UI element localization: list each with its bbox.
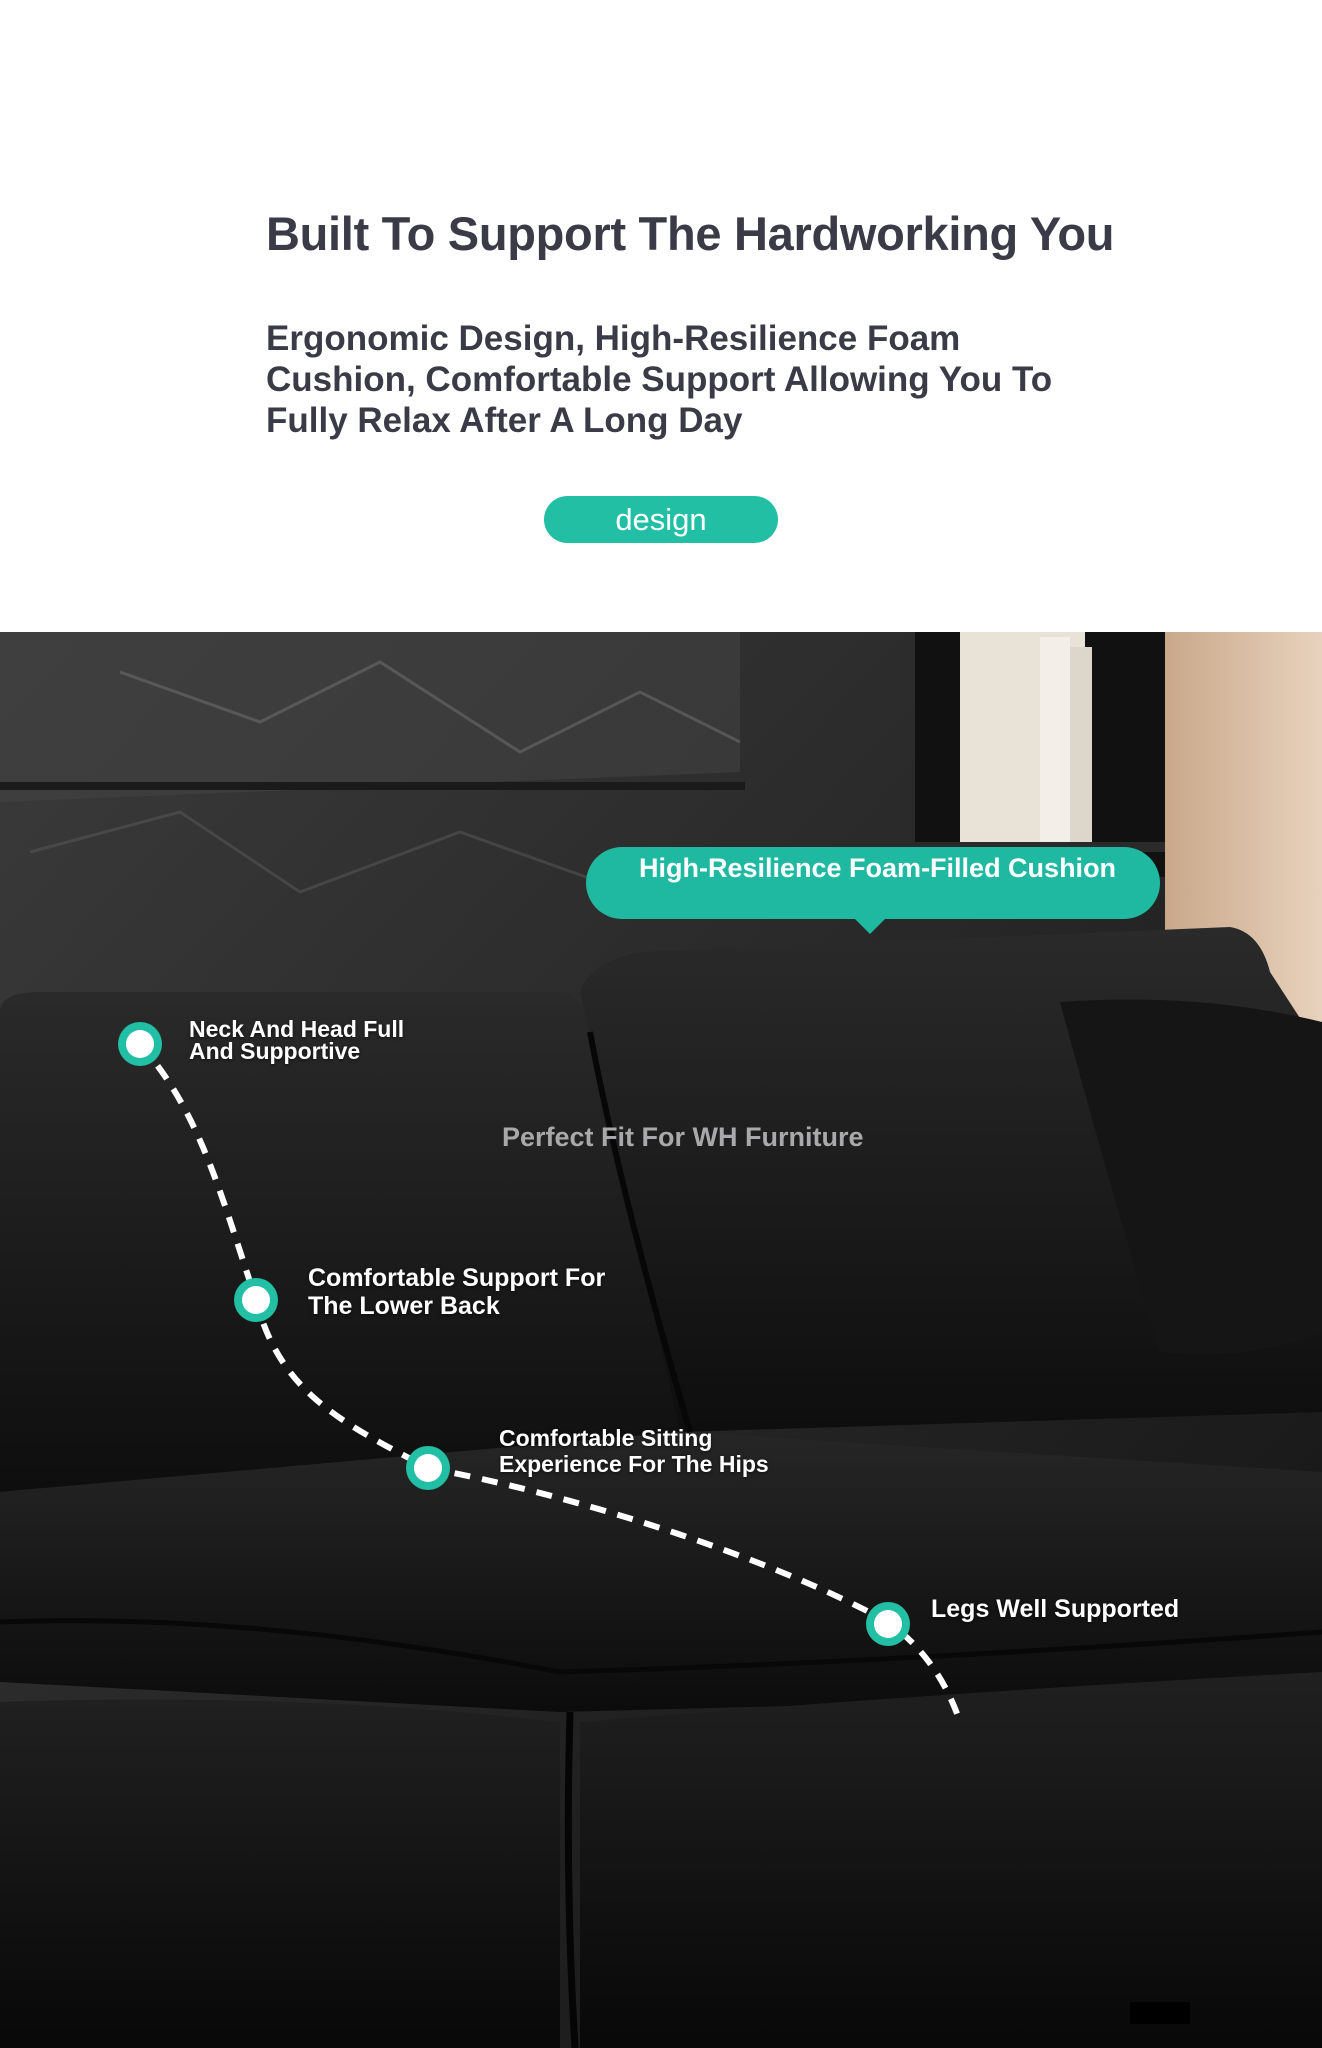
label-legs: Legs Well Supported bbox=[931, 1595, 1180, 1623]
header-section bbox=[0, 0, 1322, 632]
marker-hips bbox=[406, 1446, 450, 1490]
sofa-photo bbox=[0, 632, 1322, 2048]
callout-pointer bbox=[852, 916, 888, 934]
overlay-text: Perfect Fit For WH Furniture bbox=[502, 1122, 864, 1152]
label-lower-back: Comfortable Support For The Lower Back bbox=[308, 1264, 606, 1320]
marker-neck bbox=[118, 1022, 162, 1066]
marker-legs bbox=[866, 1602, 910, 1646]
design-tag: design bbox=[544, 496, 778, 543]
label-neck: Neck And Head Full And Supportive bbox=[189, 1016, 405, 1064]
sofa-illustration bbox=[0, 632, 1322, 2048]
page-subtitle: Ergonomic Design, High-Resilience Foam Cushion, Comfortable Support Allowing You To Fully Relax After A Long Day bbox=[266, 319, 1053, 440]
page-title: Built To Support The Hardworking You bbox=[266, 207, 1115, 260]
label-hips: Comfortable Sitting Experience For The Hips bbox=[499, 1425, 769, 1477]
callout-text: High-Resilience Foam-Filled Cushion bbox=[639, 853, 1117, 883]
marker-lower-back bbox=[234, 1278, 278, 1322]
